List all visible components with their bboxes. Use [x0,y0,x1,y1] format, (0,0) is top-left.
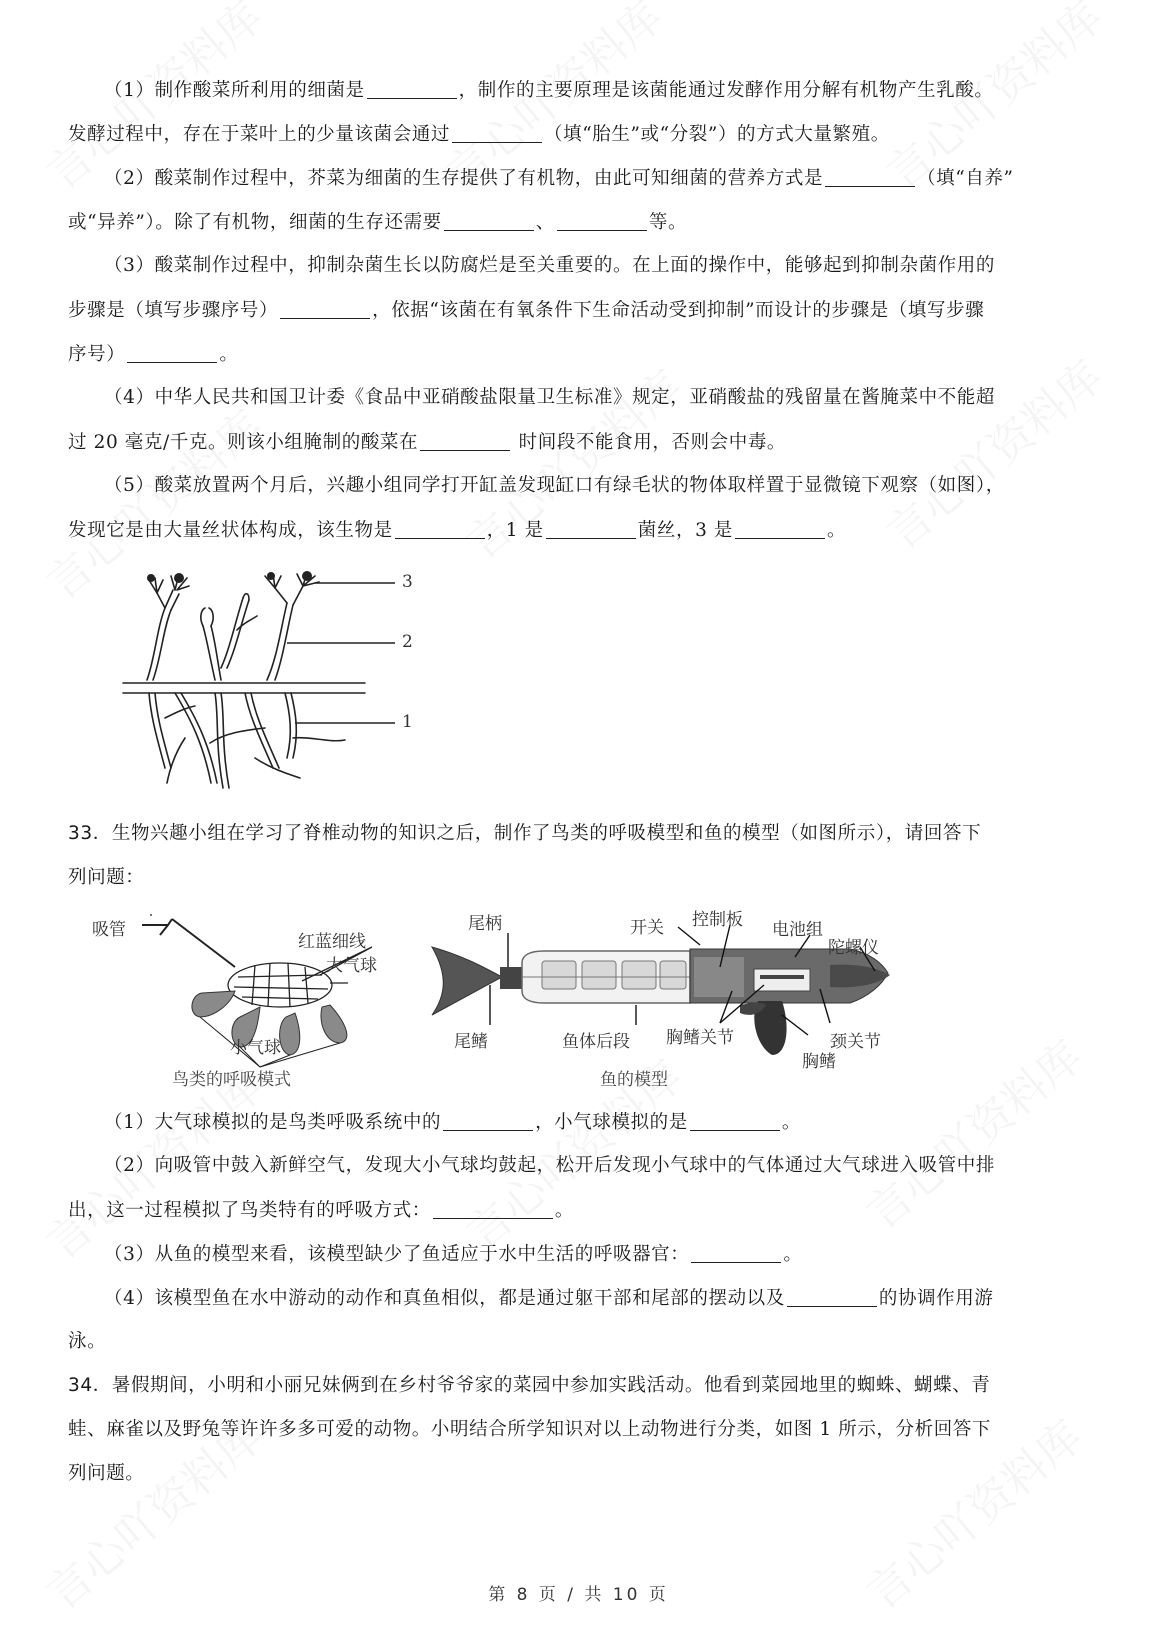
q33-stem-line2 [68,866,1098,890]
q33-stem-line1 [68,822,1098,846]
text: 的协调作用游 [878,1288,994,1309]
q33-part2-line1 [104,1154,1134,1178]
text: 序号） [68,344,126,365]
q32-part5-line2 [68,518,1098,543]
answer-blank[interactable] [691,1242,781,1263]
text: （5）酸菜放置两个月后，兴趣小组同学打开缸盖发现缸口有绿毛状的物体取样置于显微镜下观察（如图）， [104,475,1005,496]
text: 或“异养”）。除了有机物，细菌的生存还需要 [68,212,442,233]
q32-part1-line1 [104,78,1134,103]
q33-part2-line2 [68,1198,1098,1223]
text: 泳。 [68,1331,107,1352]
text: ，依据“该菌在有氧条件下生命活动受到抑制”而设计的步骤是（填写步骤 [372,300,985,321]
text: 等。 [648,212,688,233]
q33-part3 [104,1242,1134,1267]
text: 生物兴趣小组在学习了脊椎动物的知识之后，制作了鸟类的呼吸模型和鱼的模型（如图所示），请回答下 [111,823,982,844]
q32-part1-line2 [68,122,1098,147]
q32-part5-line1 [104,474,1134,498]
question-number: 34． [68,1375,112,1396]
text: 。 [827,520,847,541]
text: （填“自养” [917,168,1014,189]
text: 出，这一过程模拟了鸟类特有的呼吸方式： [68,1200,431,1221]
q32-part4-line1 [104,386,1134,410]
q34-stem-line2 [68,1418,1098,1442]
label-red-blue-threads: 红蓝细线 [298,932,366,952]
text: （1）大气球模拟的是鸟类呼吸系统中的 [104,1112,442,1133]
text: 步骤是（填写步骤序号） [68,300,279,321]
label-switch: 开关 [630,918,664,938]
answer-blank[interactable] [546,518,636,539]
text: （2）向吸管中鼓入新鲜空气，发现大小气球均鼓起，松开后发现小气球中的气体通过大气球进入吸管中排 [104,1155,995,1176]
q32-part2-line2 [68,210,1098,235]
label-2: 2 [402,632,413,652]
text: （4）该模型鱼在水中游动的动作和真鱼相似，都是通过躯干部和尾部的摆动以及 [104,1288,785,1309]
answer-blank[interactable] [690,1110,780,1131]
answer-blank[interactable] [452,122,542,143]
label-neck-joint: 颈关节 [830,1032,881,1052]
label-rear-body: 鱼体后段 [562,1032,630,1052]
answer-blank[interactable] [557,210,647,231]
text: ，小气球模拟的是 [535,1112,688,1133]
text: 。 [781,1112,801,1133]
label-1: 1 [402,712,413,732]
text: 暑假期间，小明和小丽兄妹俩到在乡村爷爷家的菜园中参加实践活动。他看到菜园地里的蜘蛛、蝴蝶、青 [111,1375,991,1396]
label-pectoral-fin: 胸鳍 [802,1052,836,1072]
text: 发现它是由大量丝状体构成，该生物是 [68,520,393,541]
q34-stem-line1 [68,1374,1098,1398]
page-number-footer: 第 8 页 / 共 10 页 [488,1585,669,1605]
text: 。 [783,1244,803,1265]
label-caudal-peduncle: 尾柄 [468,914,502,934]
answer-blank[interactable] [444,210,534,231]
q32-part3-line2 [68,298,1098,323]
text: （填“胎生”或“分裂”）的方式大量繁殖。 [544,124,890,145]
answer-blank[interactable] [127,342,217,363]
q34-stem-line3 [68,1462,1098,1486]
q32-part4-line2 [68,430,1098,455]
text: （1）制作酸菜所利用的细菌是 [104,80,365,101]
text: 菌丝，3 是 [637,520,734,541]
label-straw: 吸管 [92,920,126,940]
q33-part1 [104,1110,1134,1135]
text: （2）酸菜制作过程中，芥菜为细菌的生存提供了有机物，由此可知细菌的营养方式是 [104,168,824,189]
text: （3）从鱼的模型来看，该模型缺少了鱼适应于水中生活的呼吸器官： [104,1244,690,1265]
answer-blank[interactable] [825,166,915,187]
mold-diagram [115,568,435,793]
text: 时间段不能食用，否则会中毒。 [512,432,787,453]
text: 。 [554,1200,575,1221]
text: （4）中华人民共和国卫计委《食品中亚硝酸盐限量卫生标准》规定，亚硝酸盐的残留量在酱腌菜中不能超 [104,387,995,408]
caption-fish-model: 鱼的模型 [600,1070,668,1090]
text: ，1 是 [486,520,544,541]
label-big-balloon: 大气球 [326,956,377,976]
text: ，制作的主要原理是该菌能通过发酵作用分解有机物产生乳酸。 [458,80,994,101]
label-pectoral-fin-joint: 胸鳍关节 [666,1028,734,1048]
label-3: 3 [402,572,413,592]
question-number: 33． [68,823,112,844]
answer-blank[interactable] [443,1110,533,1131]
mold-hyphae-illustration [115,568,435,793]
answer-blank[interactable] [420,430,510,451]
q32-part2-line1 [104,166,1134,191]
answer-blank[interactable] [433,1198,553,1219]
text: 列问题： [68,867,145,888]
label-small-balloon: 小气球 [230,1038,281,1058]
q33-part4-line1 [104,1286,1134,1311]
answer-blank[interactable] [280,298,370,319]
label-battery-pack: 电池组 [772,920,823,940]
text: 蛙、麻雀以及野兔等许许多多可爱的动物。小明结合所学知识对以上动物进行分类，如图 1 所示，分析回答下 [68,1419,992,1440]
text: 。 [219,344,239,365]
text: 、 [535,212,555,233]
label-control-board: 控制板 [692,910,743,930]
answer-blank[interactable] [367,78,457,99]
label-tail-fin: 尾鳍 [454,1032,488,1052]
text: 发酵过程中，存在于菜叶上的少量该菌会通过 [68,124,451,145]
text: 列问题。 [68,1463,145,1484]
bird-breathing-model-figure [90,905,410,1095]
answer-blank[interactable] [735,518,825,539]
text: （3）酸菜制作过程中，抑制杂菌生长以防腐烂是至关重要的。在上面的操作中，能够起到抑制杂菌作用的 [104,255,995,276]
text: 过 20 毫克/千克。则该小组腌制的酸菜在 [68,432,419,453]
q33-part4-line2 [68,1330,1098,1354]
q32-part3-line1 [104,254,1134,278]
answer-blank[interactable] [395,518,485,539]
fish-model-figure [410,905,910,1095]
answer-blank[interactable] [787,1286,877,1307]
q32-part3-line3 [68,342,1098,367]
caption-bird-breathing-model: 鸟类的呼吸模式 [172,1070,291,1090]
label-gyroscope: 陀螺仪 [828,938,879,958]
